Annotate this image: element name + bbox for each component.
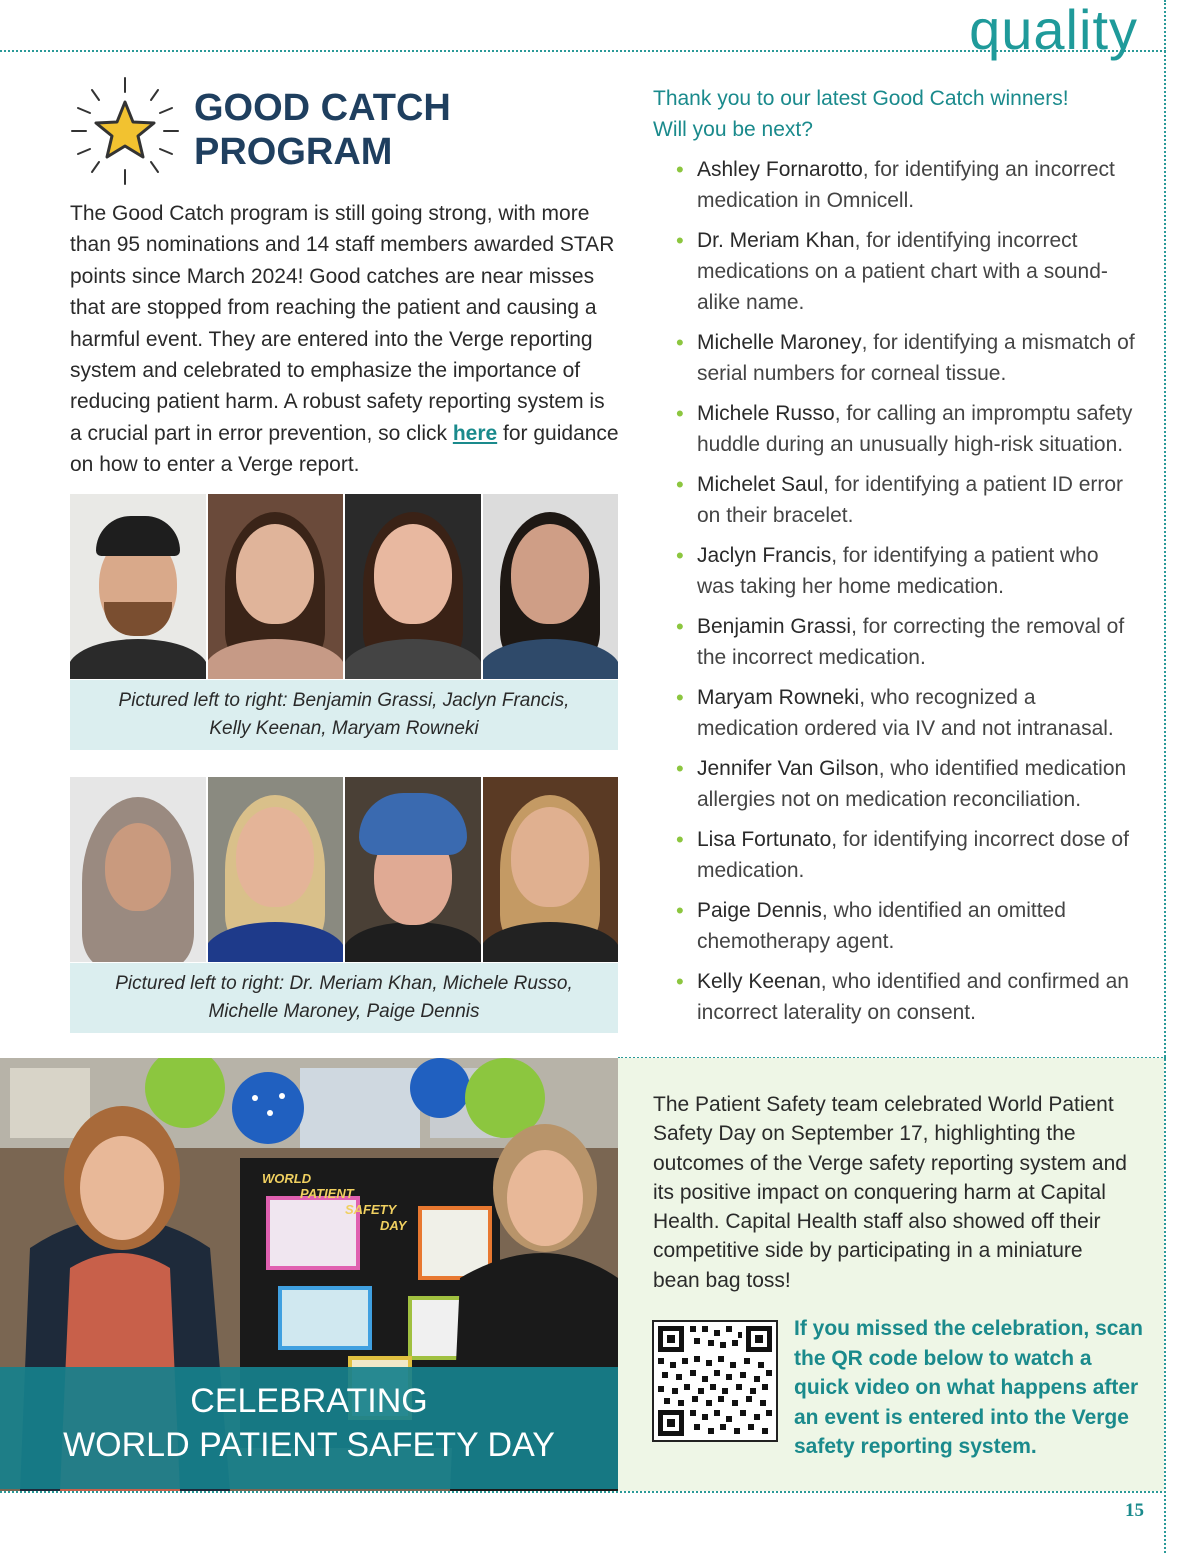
winner-name: Kelly Keenan <box>697 970 821 994</box>
winner-name: Jaclyn Francis <box>697 544 832 568</box>
winner-name: Dr. Meriam Khan <box>697 229 855 252</box>
winner-reason: , for identifying an incorrect medication in Omnicell. <box>697 158 1115 213</box>
intro-text-1: The Good Catch program is still going strong, with more than 95 nominations and 14 staff members awarded STAR points since March 2024! Good catches are near misses that are stopped from reaching the patient and causing a harmful event. They are entered into the Verge reporting system and celebrated to emphasize the importance of reducing patient harm. A robust safety reporting system is a crucial part in error prevention, so click <box>70 202 615 445</box>
poster-line: WORLD <box>262 1171 312 1186</box>
star-icon <box>70 76 180 186</box>
wpsd-banner <box>0 1367 618 1489</box>
list-item <box>670 895 1140 957</box>
portrait-photo <box>70 494 208 679</box>
list-item <box>670 966 1140 1028</box>
caption-line: Pictured left to right: Benjamin Grassi, Jaclyn Francis, <box>118 690 570 711</box>
photo-caption-1 <box>70 680 618 750</box>
portrait-photo <box>345 777 483 962</box>
portrait-photo <box>483 494 619 679</box>
winner-name: Maryam Rowneki <box>697 686 860 710</box>
winner-reason: , who recognized a medication ordered via IV and not intranasal. <box>697 686 1114 741</box>
winners-list <box>670 154 1140 1037</box>
winner-reason: , for identifying a patient who was taking her home medication. <box>697 544 1099 599</box>
poster-line: DAY <box>380 1218 407 1233</box>
qr-call-to-action: If you missed the celebration, scan the QR code below to watch a quick video on what happens after an event is entered into the Verge safety reporting system. <box>794 1317 1143 1458</box>
winner-name: Paige Dennis <box>697 899 822 923</box>
winner-name: Michelet Saul <box>697 473 824 497</box>
winners-heading-line: Will you be next? <box>653 118 813 142</box>
winners-heading-line: Thank you to our latest Good Catch winners! <box>653 87 1069 110</box>
caption-line: Kelly Keenan, Maryam Rowneki <box>209 718 479 739</box>
portrait-photo <box>208 777 346 962</box>
list-item <box>670 225 1140 319</box>
photo-strip-1 <box>70 494 618 679</box>
portrait-photo <box>483 777 619 962</box>
banner-line: CELEBRATING <box>190 1382 428 1420</box>
section-title: quality <box>969 0 1138 61</box>
bottom-dotted-rule <box>0 1491 1166 1493</box>
list-item <box>670 753 1140 815</box>
good-catch-title <box>194 86 451 174</box>
winner-reason: , who identified an omitted chemotherapy agent. <box>697 899 1066 954</box>
good-catch-intro <box>70 198 620 481</box>
caption-line: Michelle Maroney, Paige Dennis <box>208 1001 480 1022</box>
winner-reason: , for identifying a patient ID error on their bracelet. <box>697 473 1124 528</box>
winner-name: Ashley Fornarotto <box>697 158 863 181</box>
list-item <box>670 327 1140 389</box>
list-item <box>670 398 1140 460</box>
winner-name: Michele Russo <box>697 402 835 426</box>
list-item <box>670 540 1140 602</box>
winner-reason: , for calling an impromptu safety huddle during an unusually high-risk situation. <box>697 402 1133 457</box>
photo-strip-2 <box>70 777 618 962</box>
winner-name: Michelle Maroney <box>697 331 862 355</box>
portrait-photo <box>70 777 208 962</box>
photo-caption-2 <box>70 963 618 1033</box>
wpsd-body: The Patient Safety team celebrated World Patient Safety Day on September 17, highlighting the outcomes of the Verge safety reporting system and its positive impact on conquering harm at Capital Health. Capital Health staff also showed off their competitive side by participating in a miniature bean bag toss! <box>653 1093 1127 1292</box>
right-dotted-rule <box>1164 0 1166 1553</box>
qr-code-icon[interactable] <box>652 1320 778 1442</box>
here-link[interactable]: here <box>452 421 498 445</box>
portrait-photo <box>345 494 483 679</box>
winner-reason: , for correcting the removal of the incorrect medication. <box>697 615 1125 670</box>
page-number: 15 <box>1125 1500 1144 1521</box>
winner-name: Lisa Fortunato <box>697 828 832 852</box>
caption-line: Pictured left to right: Dr. Meriam Khan, Michele Russo, <box>115 973 573 994</box>
list-item <box>670 682 1140 744</box>
winner-reason: , who identified and confirmed an incorrect laterality on consent. <box>697 970 1129 1025</box>
winner-name: Benjamin Grassi <box>697 615 852 639</box>
list-item <box>670 154 1140 216</box>
title-line-1: GOOD CATCH <box>194 87 451 129</box>
winner-reason: , for identifying incorrect medications on a patient chart with a sound-alike name. <box>697 229 1108 315</box>
winners-heading <box>653 83 1153 146</box>
winner-name: Jennifer Van Gilson <box>697 757 879 781</box>
portrait-photo <box>208 494 346 679</box>
winner-reason: , who identified medication allergies not on medication reconciliation. <box>697 757 1127 812</box>
list-item <box>670 611 1140 673</box>
title-line-2: PROGRAM <box>194 131 393 173</box>
winner-reason: , for identifying a mismatch of serial numbers for corneal tissue. <box>697 331 1135 386</box>
winner-reason: , for identifying incorrect dose of medication. <box>697 828 1129 883</box>
poster-line: SAFETY <box>345 1202 397 1217</box>
poster-line: PATIENT <box>300 1186 354 1201</box>
banner-line: WORLD PATIENT SAFETY DAY <box>63 1426 555 1464</box>
list-item <box>670 824 1140 886</box>
intro-text-2: for guidance on how to enter a Verge report. <box>70 421 619 477</box>
list-item <box>670 469 1140 531</box>
